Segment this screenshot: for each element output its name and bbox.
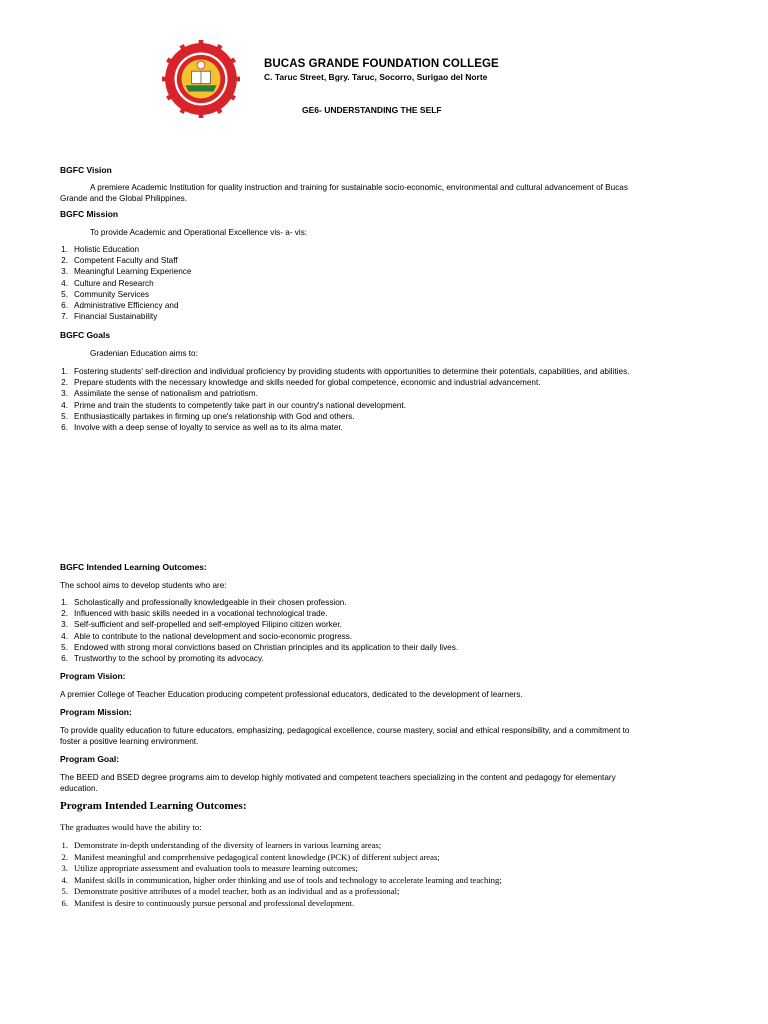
list-item: 2. Influenced with basic skills needed in a vocational technological trade.	[61, 609, 328, 619]
vision-text-line2: Grande and the Global Philippines.	[60, 194, 187, 203]
list-item: 4. Culture and Research	[61, 278, 154, 288]
list-item: 6. Trustworthy to the school by promoting its advocacy.	[61, 654, 264, 664]
list-item: 6. Administrative Efficiency and	[61, 301, 179, 311]
list-item: 3. Meaningful Learning Experience	[61, 267, 192, 277]
list-item: 2. Manifest meaningful and comprehensive pedagogical content knowledge (PCK) of different subject areas;	[61, 851, 440, 862]
list-item: 3. Self-sufficient and self-propelled and self-employed Filipino citizen worker.	[61, 620, 342, 630]
list-item: 2. Competent Faculty and Staff	[61, 256, 178, 266]
list-item: 5. Demonstrate positive attributes of a model teacher, both as an individual and as a professional;	[61, 886, 400, 897]
program-ilo-intro: The graduates would have the ability to:	[60, 822, 202, 832]
list-item: 1. Demonstrate in-depth understanding of the diversity of learners in various learning areas;	[61, 840, 382, 850]
list-item: 3. Assimilate the sense of nationalism and patriotism.	[61, 389, 258, 399]
program-vision-text: A premier College of Teacher Education producing competent professional educators, dedicated to the development of learners.	[60, 690, 523, 699]
goals-intro: Gradenian Education aims to:	[90, 349, 198, 358]
ilo-heading: BGFC Intended Learning Outcomes:	[60, 562, 207, 572]
mission-intro: To provide Academic and Operational Excellence vis- a- vis:	[90, 228, 308, 237]
college-seal-icon	[162, 40, 240, 118]
list-item: 1. Holistic Education	[61, 245, 140, 254]
goals-list	[54, 366, 629, 433]
program-goal-line2: education.	[60, 784, 98, 793]
vision-heading: BGFC Vision	[60, 165, 112, 175]
ilo-intro: The school aims to develop students who are:	[60, 581, 227, 590]
list-item: 4. Prime and train the students to competently take part in our country's national development.	[61, 400, 406, 410]
list-item: 4. Able to contribute to the national development and socio-economic progress.	[61, 631, 353, 641]
list-item: 4. Manifest skills in communication, higher order thinking and use of tools and technology to accelerate learning and teaching;	[61, 874, 502, 885]
list-item: 1. Scholastically and professionally knowledgeable in their chosen profession.	[61, 598, 347, 607]
list-item: 6. Involve with a deep sense of loyalty to service as well as to its alma mater.	[61, 423, 343, 433]
program-ilo-heading: Program Intended Learning Outcomes:	[60, 800, 247, 812]
list-item: 6. Manifest is desire to continuously pursue personal and professional development.	[61, 897, 355, 908]
program-ilo-list	[54, 840, 502, 910]
list-item: 7. Financial Sustainability	[61, 312, 158, 322]
subject-title: GE6- UNDERSTANDING THE SELF	[302, 105, 442, 115]
list-item: 5. Enthusiastically partakes in firming up one's relationship with God and others.	[61, 411, 355, 421]
list-item: 5. Endowed with strong moral convictions based on Christian principles and its application to their daily lives.	[61, 642, 459, 652]
list-item: 1. Fostering students' self-direction and individual proficiency by providing students with opportunities to determine their potentials, capabilities, and abilities.	[61, 367, 630, 376]
list-item: 3. Utilize appropriate assessment and evaluation tools to measure learning outcomes;	[61, 863, 358, 874]
program-mission-line2: foster a positive learning environment.	[60, 737, 199, 746]
program-vision-heading: Program Vision:	[60, 671, 126, 681]
program-mission-line1: To provide quality education to future educators, emphasizing, pedagogical excellence, course mastery, social and ethical responsibility, and a commitment to	[60, 726, 630, 735]
mission-heading: BGFC Mission	[60, 209, 119, 219]
program-goal-line1: The BEED and BSED degree programs aim to develop highly motivated and competent teachers specializing in the content and pedagogy for elementary	[60, 773, 616, 782]
mission-list	[54, 244, 191, 322]
college-address: C. Taruc Street, Bgry. Taruc, Socorro, Surigao del Norte	[264, 72, 488, 82]
program-goal-heading: Program Goal:	[60, 754, 120, 764]
goals-heading: BGFC Goals	[60, 330, 111, 340]
college-name: BUCAS GRANDE FOUNDATION COLLEGE	[264, 58, 499, 70]
list-item: 5. Community Services	[61, 289, 150, 299]
list-item: 2. Prepare students with the necessary knowledge and skills needed for global competence, economic and industrial advancement.	[61, 378, 541, 388]
program-mission-heading: Program Mission:	[60, 707, 132, 717]
ilo-list	[54, 597, 458, 664]
vision-text-line1: A premiere Academic Institution for quality instruction and training for sustainable socio-economic, environmental and cultural advancement of Bucas	[90, 183, 628, 192]
